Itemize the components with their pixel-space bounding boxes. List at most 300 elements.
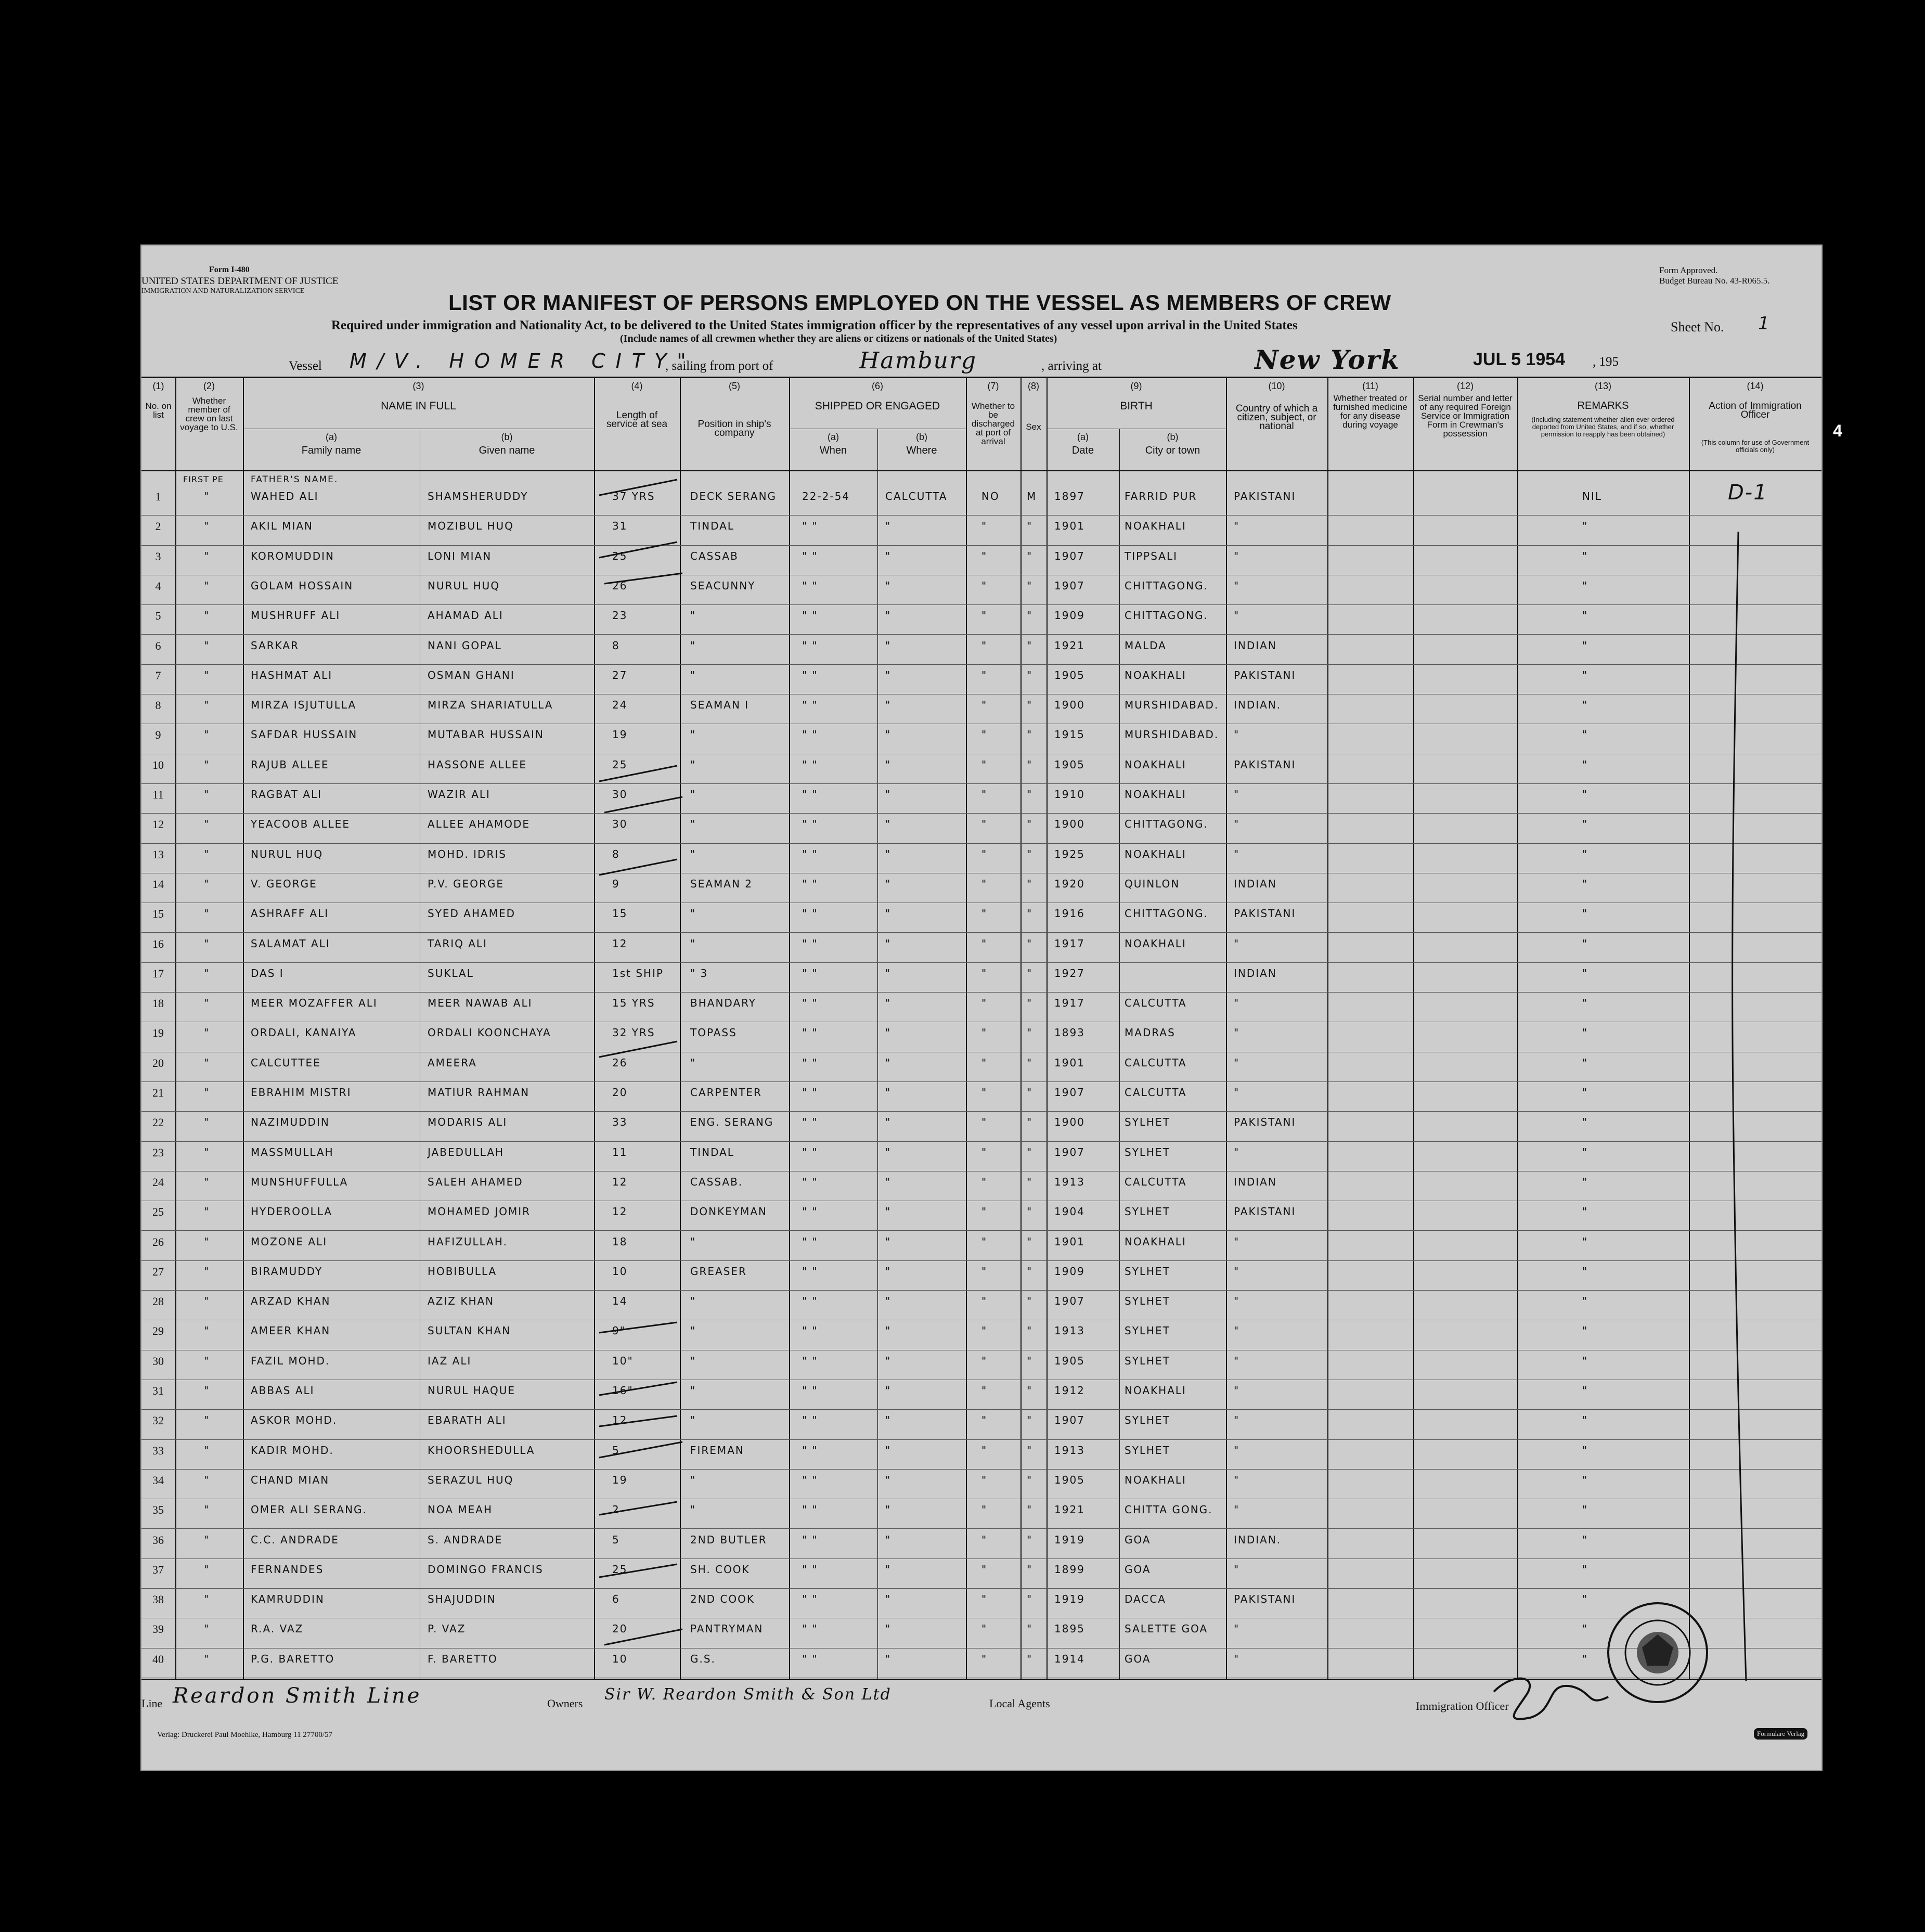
position: G.S.	[690, 1652, 716, 1665]
arriving-label: , arriving at	[1041, 359, 1102, 373]
service-length: 16"	[612, 1384, 634, 1397]
row-number: 8	[155, 699, 161, 712]
country: INDIAN.	[1234, 1533, 1282, 1546]
shipped-when: " "	[802, 639, 818, 652]
family-name: EBRAHIM MISTRI	[251, 1086, 352, 1099]
prev-voyage: "	[204, 1324, 210, 1337]
service-length: 30	[612, 788, 628, 801]
shipped-where: "	[885, 937, 892, 950]
service-length: 26	[612, 579, 628, 592]
table-row	[141, 963, 1821, 993]
action-pen-line	[1689, 474, 1821, 1686]
remarks: "	[1582, 1205, 1588, 1218]
prev-voyage: "	[204, 1593, 210, 1606]
birth-city: CHITTAGONG.	[1125, 907, 1208, 920]
shipped-when: " "	[802, 728, 818, 741]
remarks: "	[1582, 877, 1588, 890]
given-name: TARIQ ALI	[428, 937, 487, 950]
shipped-where: "	[885, 1295, 892, 1308]
position: 2ND BUTLER	[690, 1533, 767, 1546]
prev-voyage: "	[204, 1116, 210, 1129]
owners-label: Owners	[547, 1697, 583, 1710]
family-name: P.G. BARETTO	[251, 1652, 335, 1665]
table-row	[141, 1440, 1821, 1470]
remarks: "	[1582, 1503, 1588, 1516]
prev-voyage: "	[204, 1503, 210, 1516]
remarks: "	[1582, 1116, 1588, 1129]
birth-city: MURSHIDABAD.	[1125, 699, 1219, 712]
discharge: "	[981, 609, 988, 622]
birth-date: 1912	[1054, 1384, 1085, 1397]
shipped-where: "	[885, 1324, 892, 1337]
discharge: "	[981, 549, 988, 562]
sex: M	[1027, 490, 1037, 503]
prev-voyage: "	[204, 907, 210, 920]
given-name: MEER NAWAB ALI	[428, 997, 533, 1010]
shipped-when: " "	[802, 937, 818, 950]
family-name: CHAND MIAN	[251, 1473, 330, 1486]
country: "	[1234, 728, 1240, 741]
shipped-where: "	[885, 847, 892, 860]
family-name: V. GEORGE	[251, 877, 317, 890]
shipped-when: " "	[802, 967, 818, 980]
position: SH. COOK	[690, 1563, 750, 1576]
remarks: "	[1582, 639, 1588, 652]
service-length: 10	[612, 1265, 628, 1278]
prev-voyage: "	[204, 1145, 210, 1158]
service-length: 37 YRS	[612, 490, 655, 503]
position: "	[690, 1414, 696, 1427]
punch-hole	[114, 1317, 138, 1341]
shipped-where: "	[885, 758, 892, 771]
shipped-when: " "	[802, 1086, 818, 1099]
birth-date: 1899	[1054, 1563, 1085, 1576]
table-row	[141, 1201, 1821, 1231]
row-number: 17	[152, 967, 164, 980]
col2-num: (2)	[203, 381, 215, 391]
family-name: MIRZA ISJUTULLA	[251, 699, 357, 712]
sheet-label: Sheet No.	[1671, 319, 1724, 334]
birth-date: 1901	[1054, 1056, 1085, 1069]
position: DONKEYMAN	[690, 1205, 767, 1218]
remarks: "	[1582, 1652, 1588, 1665]
position: "	[690, 1354, 696, 1367]
service-length: 12	[612, 937, 628, 950]
remarks: "	[1582, 758, 1588, 771]
birth-date: 1897	[1054, 490, 1085, 503]
shipped-when: " "	[802, 1444, 818, 1457]
shipped-where: "	[885, 788, 892, 801]
service-tick-marks	[594, 474, 792, 1681]
discharge: "	[981, 728, 988, 741]
row-number: 34	[152, 1473, 164, 1487]
prev-voyage: "	[204, 1533, 210, 1546]
country: PAKISTANI	[1234, 758, 1296, 771]
family-name: HASHMAT ALI	[251, 668, 333, 681]
sex: "	[1027, 728, 1033, 741]
prev-voyage: "	[204, 1652, 210, 1665]
discharge: "	[981, 1384, 988, 1397]
owners-value: Sir W. Reardon Smith & Son Ltd	[604, 1685, 892, 1704]
discharge: "	[981, 907, 988, 920]
birth-date: 1920	[1054, 877, 1085, 890]
remarks: "	[1582, 609, 1588, 622]
prev-voyage: "	[204, 1175, 210, 1188]
prev-voyage: "	[204, 1295, 210, 1308]
family-name: R.A. VAZ	[251, 1622, 304, 1635]
arrival-port: New York	[1255, 344, 1400, 375]
sex: "	[1027, 1086, 1033, 1099]
birth-city: GOA	[1125, 1533, 1151, 1546]
col1-label: No. on list	[145, 401, 172, 420]
given-name: MUTABAR HUSSAIN	[428, 728, 544, 741]
prev-voyage: "	[204, 1622, 210, 1635]
birth-city: MALDA	[1125, 639, 1167, 652]
row-number: 22	[152, 1116, 164, 1129]
col13-num: (13)	[1594, 381, 1611, 391]
country: INDIAN	[1234, 1175, 1277, 1188]
shipped-where: "	[885, 1563, 892, 1576]
table-row	[141, 481, 1821, 516]
shipped-when: " "	[802, 549, 818, 562]
given-name: ORDALI KOONCHAYA	[428, 1026, 551, 1039]
arrival-date-stamp: JUL 5 1954	[1473, 350, 1566, 369]
prev-voyage: "	[204, 490, 210, 503]
birth-date: 1905	[1054, 758, 1085, 771]
family-name: NURUL HUQ	[251, 847, 324, 860]
row-number: 6	[155, 639, 161, 652]
sex: "	[1027, 1444, 1033, 1457]
shipped-when: " "	[802, 788, 818, 801]
discharge: "	[981, 1175, 988, 1188]
row-number: 7	[155, 668, 161, 682]
prerow-col2: FIRST PE	[183, 474, 224, 484]
remarks: "	[1582, 1444, 1588, 1457]
position: "	[690, 1056, 696, 1069]
shipped-where: "	[885, 1503, 892, 1516]
table-row	[141, 605, 1821, 635]
birth-date: 1914	[1054, 1652, 1085, 1665]
sex: "	[1027, 1384, 1033, 1397]
col14-sub: (This column for use of Government officials only)	[1701, 439, 1810, 454]
remarks: "	[1582, 788, 1588, 801]
sex: "	[1027, 1622, 1033, 1635]
remarks: "	[1582, 997, 1588, 1010]
country: PAKISTANI	[1234, 1593, 1296, 1606]
position: TINDAL	[690, 520, 734, 533]
table-row	[141, 933, 1821, 963]
row-number: 29	[152, 1324, 164, 1338]
row-number: 12	[152, 818, 164, 831]
birth-date: 1901	[1054, 1235, 1085, 1248]
given-name: NURUL HUQ	[428, 579, 500, 592]
remarks: "	[1582, 1145, 1588, 1158]
country: INDIAN	[1234, 967, 1277, 980]
remarks: NIL	[1582, 490, 1603, 503]
position: "	[690, 788, 696, 801]
birth-date: 1907	[1054, 579, 1085, 592]
table-row	[141, 1350, 1821, 1381]
col2-label: Whether member of crew on last voyage to U.S.	[180, 396, 238, 432]
position: GREASER	[690, 1265, 747, 1278]
position: PANTRYMAN	[690, 1622, 764, 1635]
remarks: "	[1582, 1235, 1588, 1248]
shipped-where: "	[885, 520, 892, 533]
service-length: 11	[612, 1145, 628, 1158]
country: PAKISTANI	[1234, 1116, 1296, 1129]
sex: "	[1027, 520, 1033, 533]
row-number: 38	[152, 1593, 164, 1606]
birth-date: 1909	[1054, 1265, 1085, 1278]
service-length: 5	[612, 1533, 620, 1546]
family-name: CALCUTTEE	[251, 1056, 321, 1069]
prev-voyage: "	[204, 549, 210, 562]
shipped-when: " "	[802, 1265, 818, 1278]
position: BHANDARY	[690, 997, 756, 1010]
table-row	[141, 575, 1821, 606]
sex: "	[1027, 639, 1033, 652]
birth-date: 1907	[1054, 1295, 1085, 1308]
row-number: 25	[152, 1205, 164, 1219]
family-name: MEER MOZAFFER ALI	[251, 997, 378, 1010]
table-row	[141, 1529, 1821, 1560]
col9a-num: (a)	[1077, 432, 1089, 442]
country: "	[1234, 1295, 1240, 1308]
table-row	[141, 784, 1821, 814]
given-name: MATIUR RAHMAN	[428, 1086, 530, 1099]
table-row	[141, 1589, 1821, 1619]
prev-voyage: "	[204, 937, 210, 950]
discharge: "	[981, 1265, 988, 1278]
position: "	[690, 1295, 696, 1308]
punch-hole	[114, 1533, 138, 1557]
row-number: 9	[155, 728, 161, 742]
shipped-where: "	[885, 997, 892, 1010]
family-name: YEACOOB ALLEE	[251, 818, 350, 831]
col4-num: (4)	[631, 381, 643, 391]
birth-date: 1921	[1054, 639, 1085, 652]
birth-city: SYLHET	[1125, 1295, 1170, 1308]
prev-voyage: "	[204, 1235, 210, 1248]
row-number: 16	[152, 937, 164, 950]
col10-num: (10)	[1268, 381, 1285, 391]
birth-city: MADRAS	[1125, 1026, 1175, 1039]
family-name: OMER ALI SERANG.	[251, 1503, 367, 1516]
given-name: MOZIBUL HUQ	[428, 520, 514, 533]
shipped-where: "	[885, 1384, 892, 1397]
shipped-when: " "	[802, 1622, 818, 1635]
col4-label: Length of service at sea	[606, 410, 668, 430]
col3a-label: Family name	[301, 445, 361, 456]
col3b-label: Given name	[479, 445, 535, 456]
birth-city: CALCUTTA	[1125, 997, 1187, 1010]
country: "	[1234, 1354, 1240, 1367]
sex: "	[1027, 1056, 1033, 1069]
shipped-when: " "	[802, 1205, 818, 1218]
birth-date: 1905	[1054, 668, 1085, 681]
row-number: 15	[152, 907, 164, 921]
manifest-sheet	[140, 244, 1842, 1771]
position: "	[690, 1473, 696, 1486]
col3a-num: (a)	[326, 432, 337, 442]
service-length: 8	[612, 639, 620, 652]
country: "	[1234, 609, 1240, 622]
service-length: 32 YRS	[612, 1026, 655, 1039]
discharge: "	[981, 639, 988, 652]
table-row	[141, 546, 1821, 576]
given-name: P.V. GEORGE	[428, 877, 505, 890]
sex: "	[1027, 609, 1033, 622]
prev-voyage: "	[204, 788, 210, 801]
col6a-label: When	[819, 445, 847, 456]
family-name: SALAMAT ALI	[251, 937, 330, 950]
discharge: "	[981, 1622, 988, 1635]
service-length: 24	[612, 699, 628, 712]
col1-num: (1)	[152, 381, 164, 391]
row-number: 27	[152, 1265, 164, 1278]
shipped-when: " "	[802, 579, 818, 592]
remarks: "	[1582, 1563, 1588, 1576]
prev-voyage: "	[204, 1056, 210, 1069]
birth-date: 1907	[1054, 549, 1085, 562]
remarks: "	[1582, 1593, 1588, 1606]
row-number: 2	[155, 520, 161, 533]
position: ENG. SERANG	[690, 1116, 774, 1129]
remarks: "	[1582, 847, 1588, 860]
discharge: "	[981, 1593, 988, 1606]
table-row	[141, 1171, 1821, 1202]
punch-hole	[114, 1564, 138, 1588]
remarks: "	[1582, 1086, 1588, 1099]
birth-city: SYLHET	[1125, 1414, 1170, 1427]
remarks: "	[1582, 1354, 1588, 1367]
form-approved: Form Approved.	[1659, 265, 1718, 275]
family-name: ABBAS ALI	[251, 1384, 315, 1397]
family-name: FAZIL MOHD.	[251, 1354, 330, 1367]
family-name: KOROMUDDIN	[251, 549, 334, 562]
given-name: SERAZUL HUQ	[428, 1473, 514, 1486]
country: PAKISTANI	[1234, 907, 1296, 920]
table-row	[141, 1499, 1821, 1529]
sex: "	[1027, 1205, 1033, 1218]
service-length: 8	[612, 847, 620, 860]
discharge: "	[981, 1086, 988, 1099]
remarks: "	[1582, 967, 1588, 980]
shipped-when: " "	[802, 907, 818, 920]
given-name: SHAJUDDIN	[428, 1593, 496, 1606]
given-name: DOMINGO FRANCIS	[428, 1563, 544, 1576]
country: "	[1234, 1026, 1240, 1039]
sex: "	[1027, 1145, 1033, 1158]
position: SEACUNNY	[690, 579, 756, 592]
service-length: 25	[612, 758, 628, 771]
prev-voyage: "	[204, 1265, 210, 1278]
remarks: "	[1582, 1473, 1588, 1486]
position: CASSAB	[690, 549, 739, 562]
col10-label: Country of which a citizen, subject, or national	[1235, 403, 1318, 432]
given-name: JABEDULLAH	[428, 1145, 505, 1158]
table-row	[141, 1470, 1821, 1500]
given-name: P. VAZ	[428, 1622, 466, 1635]
birth-date: 1907	[1054, 1086, 1085, 1099]
col6a-num: (a)	[828, 432, 839, 442]
row-number: 21	[152, 1086, 164, 1099]
prev-voyage: "	[204, 1205, 210, 1218]
birth-date: 1901	[1054, 520, 1085, 533]
shipped-where: "	[885, 549, 892, 562]
given-name: F. BARETTO	[428, 1652, 498, 1665]
birth-city: NOAKHALI	[1125, 847, 1186, 860]
form-number: Form I-480	[209, 265, 250, 274]
country: "	[1234, 997, 1240, 1010]
line-label: Line	[141, 1697, 163, 1710]
given-name: NANI GOPAL	[428, 639, 502, 652]
discharge: "	[981, 1473, 988, 1486]
consulate-seal	[1603, 1598, 1712, 1707]
shipped-where: "	[885, 639, 892, 652]
manifest-subtitle: Required under immigration and Nationality Act, to be delivered to the United States immigration officer by the representatives of any vessel upon arrival in the United States	[331, 318, 1298, 332]
shipped-when: " "	[802, 1354, 818, 1367]
col13-label: REMARKS	[1577, 400, 1629, 411]
prev-voyage: "	[204, 1563, 210, 1576]
remarks: "	[1582, 699, 1588, 712]
shipped-where: "	[885, 1026, 892, 1039]
remarks: "	[1582, 1384, 1588, 1397]
sex: "	[1027, 579, 1033, 592]
discharge: "	[981, 1116, 988, 1129]
country: INDIAN.	[1234, 699, 1282, 712]
shipped-when: " "	[802, 1116, 818, 1129]
shipped-where: "	[885, 1533, 892, 1546]
birth-date: 1921	[1054, 1503, 1085, 1516]
prev-voyage: "	[204, 609, 210, 622]
vessel-name: M/V. HOMER CITY"	[350, 350, 696, 372]
birth-city: CHITTAGONG.	[1125, 579, 1208, 592]
country: "	[1234, 1503, 1240, 1516]
prev-voyage: "	[204, 877, 210, 890]
birth-city: SYLHET	[1125, 1265, 1170, 1278]
service-length: 25	[612, 1563, 628, 1576]
agents-label: Local Agents	[989, 1697, 1050, 1710]
service-length: 20	[612, 1622, 628, 1635]
shipped-when: " "	[802, 1175, 818, 1188]
shipped-where: "	[885, 1235, 892, 1248]
row-number: 1	[155, 490, 161, 503]
sex: "	[1027, 549, 1033, 562]
remarks: "	[1582, 1414, 1588, 1427]
shipped-where: "	[885, 728, 892, 741]
position: 2ND COOK	[690, 1593, 755, 1606]
shipped-when: " "	[802, 1026, 818, 1039]
birth-date: 1895	[1054, 1622, 1085, 1635]
position: "	[690, 728, 696, 741]
given-name: LONI MIAN	[428, 549, 492, 562]
position: DECK SERANG	[690, 490, 777, 503]
country: "	[1234, 1414, 1240, 1427]
prev-voyage: "	[204, 668, 210, 681]
birth-city: CHITTA GONG.	[1125, 1503, 1213, 1516]
table-row	[141, 1142, 1821, 1172]
sheet-number: 1	[1758, 313, 1771, 334]
shipped-when: " "	[802, 1295, 818, 1308]
row-number: 5	[155, 609, 161, 623]
given-name: SULTAN KHAN	[428, 1324, 511, 1337]
prev-voyage: "	[204, 818, 210, 831]
given-name: MOHD. IDRIS	[428, 847, 507, 860]
punch-hole	[114, 1291, 138, 1315]
country: "	[1234, 818, 1240, 831]
birth-city: NOAKHALI	[1125, 1473, 1186, 1486]
